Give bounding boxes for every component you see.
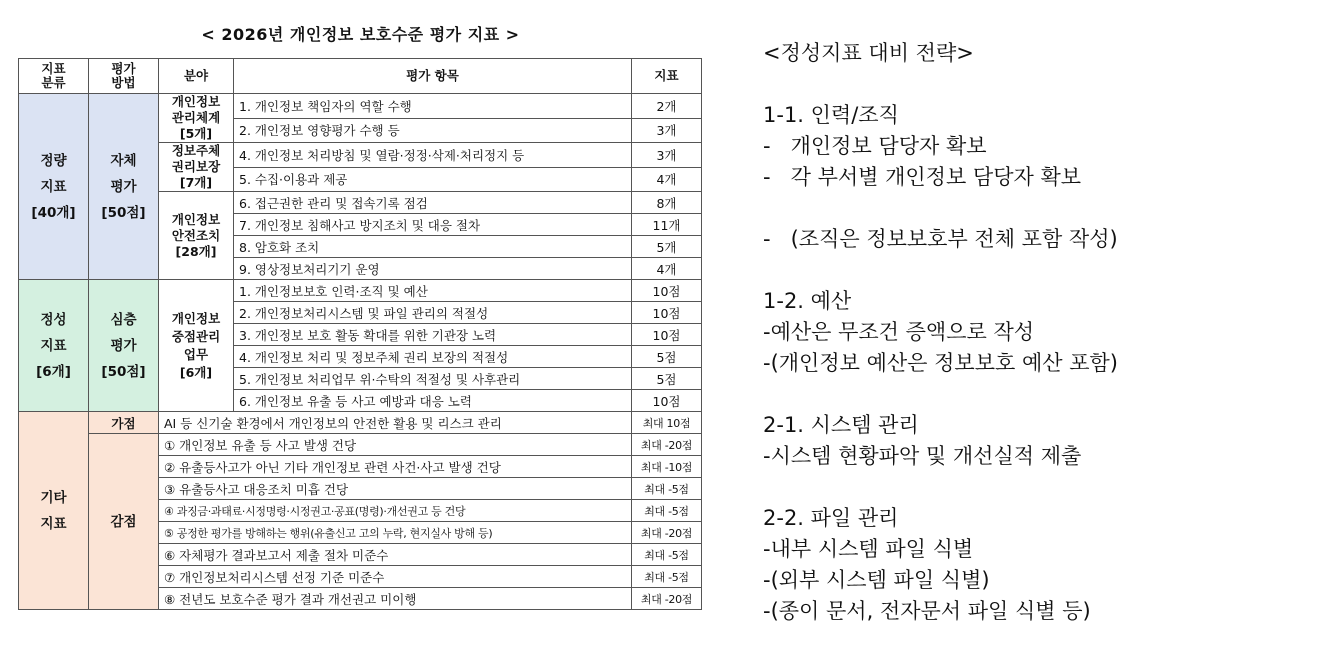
evaluation-indicator-table	[18, 58, 702, 610]
penalty-label: 감점	[89, 434, 159, 610]
item-text: 4. 개인정보 처리방침 및 열람·정정·삭제·처리정지 등	[234, 143, 632, 168]
item-count: 8개	[632, 192, 702, 214]
item-text: 2. 개인정보 영향평가 수행 등	[234, 118, 632, 143]
table-header-row	[19, 59, 702, 94]
item-text: 6. 접근권한 관리 및 접속기록 점검	[234, 192, 632, 214]
item-count: 11개	[632, 214, 702, 236]
item-count: 5점	[632, 346, 702, 368]
header-item: 평가 항목	[234, 59, 632, 94]
item-count: 최대 -20점	[632, 588, 702, 610]
strategy-line: -내부 시스템 파일 식별	[763, 537, 974, 561]
item-text: 3. 개인정보 보호 활동 확대를 위한 기관장 노력	[234, 324, 632, 346]
item-text: AI 등 신기술 환경에서 개인정보의 안전한 활용 및 리스크 관리	[159, 412, 632, 434]
group-other: 기타 지표	[19, 412, 89, 610]
item-count: 5개	[632, 236, 702, 258]
strategy-line: 2-1. 시스템 관리	[763, 413, 919, 437]
item-text: 1. 개인정보보호 인력·조직 및 예산	[234, 280, 632, 302]
item-count: 최대 -5점	[632, 566, 702, 588]
table-row	[19, 434, 702, 456]
strategy-line: -(종이 문서, 전자문서 파일 식별 등)	[763, 599, 1091, 623]
document-title: < 2026년 개인정보 보호수준 평가 지표 >	[201, 25, 520, 44]
area-subject-rights: 정보주체 권리보장 [7개]	[159, 143, 234, 192]
strategy-line: 1-2. 예산	[763, 289, 852, 313]
strategy-line: 2-2. 파일 관리	[763, 506, 899, 530]
item-text: 5. 수집·이용과 제공	[234, 167, 632, 192]
strategy-heading: <정성지표 대비 전략>	[763, 41, 974, 65]
item-text: ④ 과징금·과태료·시정명령·시정권고·공표(명령)·개선권고 등 건당	[159, 500, 632, 522]
item-text: 9. 영상정보처리기기 운영	[234, 258, 632, 280]
item-count: 최대 -5점	[632, 500, 702, 522]
item-text: ⑧ 전년도 보호수준 평가 결과 개선권고 미이행	[159, 588, 632, 610]
strategy-line	[763, 379, 1303, 410]
item-count: 최대 -10점	[632, 456, 702, 478]
strategy-notes	[763, 38, 1303, 627]
header-area: 분야	[159, 59, 234, 94]
item-text: 2. 개인정보처리시스템 및 파일 관리의 적절성	[234, 302, 632, 324]
item-count: 10점	[632, 324, 702, 346]
item-text: ⑥ 자체평가 결과보고서 제출 절차 미준수	[159, 544, 632, 566]
strategy-line	[763, 255, 1303, 286]
item-count: 10점	[632, 280, 702, 302]
strategy-line: - 개인정보 담당자 확보	[763, 134, 987, 158]
strategy-line	[763, 472, 1303, 503]
item-count: 10점	[632, 302, 702, 324]
strategy-line	[763, 69, 1303, 100]
item-count: 최대 -20점	[632, 522, 702, 544]
area-safety-measures: 개인정보 안전조치 [28개]	[159, 192, 234, 280]
item-count: 10점	[632, 390, 702, 412]
item-text: 7. 개인정보 침해사고 방지조치 및 대응 절차	[234, 214, 632, 236]
group-quantitative: 정량 지표 [40개]	[19, 94, 89, 280]
item-text: 1. 개인정보 책임자의 역할 수행	[234, 94, 632, 119]
strategy-line: - 각 부서별 개인정보 담당자 확보	[763, 165, 1082, 189]
header-count: 지표	[632, 59, 702, 94]
item-text: 8. 암호화 조치	[234, 236, 632, 258]
item-text: ① 개인정보 유출 등 사고 발생 건당	[159, 434, 632, 456]
item-count: 3개	[632, 143, 702, 168]
item-text: ⑦ 개인정보처리시스템 선정 기준 미준수	[159, 566, 632, 588]
header-method: 평가 방법	[89, 59, 159, 94]
method-in-depth-evaluation: 심층 평가 [50점]	[89, 280, 159, 412]
area-key-management: 개인정보 중점관리 업무 [6개]	[159, 280, 234, 412]
group-qualitative: 정성 지표 [6개]	[19, 280, 89, 412]
item-text: ② 유출등사고가 아닌 기타 개인정보 관련 사건·사고 발생 건당	[159, 456, 632, 478]
strategy-line: 1-1. 인력/조직	[763, 103, 899, 127]
item-text: 5. 개인정보 처리업무 위·수탁의 적절성 및 사후관리	[234, 368, 632, 390]
item-count: 최대 -5점	[632, 478, 702, 500]
item-count: 4개	[632, 167, 702, 192]
item-count: 최대 10점	[632, 412, 702, 434]
item-text: ③ 유출등사고 대응조치 미흡 건당	[159, 478, 632, 500]
item-count: 최대 -5점	[632, 544, 702, 566]
bonus-label: 가점	[89, 412, 159, 434]
item-text: 4. 개인정보 처리 및 정보주체 권리 보장의 적절성	[234, 346, 632, 368]
item-count: 3개	[632, 118, 702, 143]
item-text: 6. 개인정보 유출 등 사고 예방과 대응 노력	[234, 390, 632, 412]
item-text: ⑤ 공정한 평가를 방해하는 행위(유출신고 고의 누락, 현지실사 방해 등)	[159, 522, 632, 544]
method-self-evaluation: 자체 평가 [50점]	[89, 94, 159, 280]
item-count: 2개	[632, 94, 702, 119]
strategy-line	[763, 193, 1303, 224]
area-management-system: 개인정보 관리체계 [5개]	[159, 94, 234, 143]
strategy-line: -(개인정보 예산은 정보보호 예산 포함)	[763, 351, 1118, 375]
header-category: 지표 분류	[19, 59, 89, 94]
strategy-line: -예산은 무조건 증액으로 작성	[763, 320, 1035, 344]
table-row	[19, 412, 702, 434]
table-row	[19, 280, 702, 302]
table-row	[19, 94, 702, 119]
item-count: 최대 -20점	[632, 434, 702, 456]
item-count: 4개	[632, 258, 702, 280]
strategy-line: - (조직은 정보보호부 전체 포함 작성)	[763, 227, 1118, 251]
strategy-line: -(외부 시스템 파일 식별)	[763, 568, 990, 592]
strategy-line: -시스템 현황파악 및 개선실적 제출	[763, 444, 1082, 468]
item-count: 5점	[632, 368, 702, 390]
